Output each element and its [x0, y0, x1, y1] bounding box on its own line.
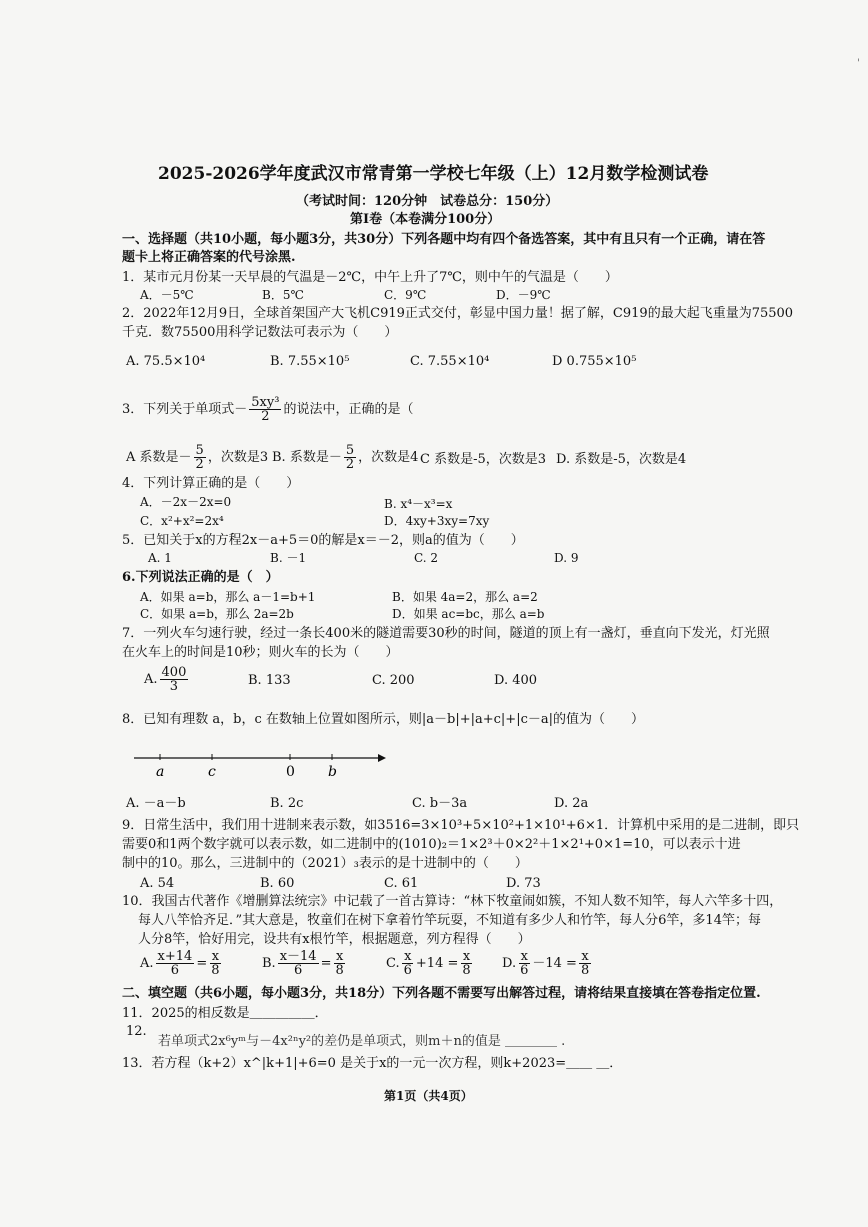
q7-option-c: C. 200: [372, 673, 415, 688]
q6-option-a: A．如果 a=b，那么 a－1=b+1: [140, 590, 316, 604]
q7-stem-line1: 7．一列火车匀速行驶，经过一条长400米的隧道需要30秒的时间，隧道的顶上有一盏灯，垂直向下发光，灯光照: [122, 626, 770, 641]
number-line: [130, 746, 390, 786]
q7-option-d: D. 400: [494, 673, 538, 688]
q8-stem: 8．已知有理数 a，b，c 在数轴上位置如图所示，则|a－b|+|a+c|+|c－a|的值为（ ）: [122, 712, 644, 727]
q7-option-a: A. $\frac{400}{3}$: [144, 665, 187, 694]
q8-option-a: A. －a－b: [126, 796, 186, 811]
q4-option-c: C．x²+x²=2x⁴: [140, 514, 224, 528]
q9-option-b: B. 60: [260, 876, 295, 891]
q10-stem-line2: 每人八竿恰齐足．”其大意是，牧童们在树下拿着竹竿玩耍，不知道有多少人和竹竿，每人分6竿，多14竿；每: [138, 913, 761, 928]
q1-stem: 1．某市元月份某一天早晨的气温是－2℃，中午上升了7℃，则中午的气温是（ ）: [122, 270, 618, 285]
q2-option-b: B. 7.55×10⁵: [270, 354, 350, 369]
exam-title: 2025-2026学年度武汉市常青第一学校七年级（上）12月数学检测试卷: [158, 164, 709, 184]
q4-option-a: A．－2x－2x=0: [140, 495, 232, 509]
q8-option-c: C. b－3a: [412, 796, 468, 811]
q3-option-a: A 系数是－ $\frac{5}{2}$ ，次数是3: [126, 443, 269, 472]
q10-option-a: A. $\frac{x+14}{6}$ = $\frac{x}{8}$: [140, 949, 220, 978]
q9-stem-line1: 9．日常生活中，我们用十进制来表示数，如3516=3×10³+5×10²+1×10¹+6×1．计算机中采用的是二进制，即只: [122, 818, 800, 833]
q2-stem-line2: 千克．数75500用科学记数法可表示为（ ）: [122, 325, 398, 340]
q3-option-b: B. 系数是－ $\frac{5}{2}$ ，次数是4: [272, 443, 419, 472]
q2-option-d: D 0.755×10⁵: [552, 354, 637, 369]
q5-option-a: A. 1: [148, 551, 172, 565]
section1-heading-line1: 一、选择题（共10小题，每小题3分，共30分）下列各题中均有四个备选答案，其中有且只有一个正确，请在答: [122, 232, 766, 247]
q3-stem-pre: 3．下列关于单项式－: [122, 402, 248, 417]
q10-option-d: D. $\frac{x}{6}$ －14 = $\frac{x}{8}$: [502, 949, 590, 978]
q10-option-b: B. $\frac{x-14}{6}$ = $\frac{x}{8}$: [262, 949, 344, 978]
axis-label-c: c: [208, 764, 216, 780]
q3-option-d: D. 系数是-5，次数是4: [556, 452, 687, 467]
q6-option-c: C．如果 a=b，那么 2a=2b: [140, 607, 294, 621]
volume-heading: 第Ⅰ卷（本卷满分100分）: [350, 212, 501, 227]
axis-arrow-icon: [378, 754, 386, 762]
q1-option-b: B．5℃: [262, 288, 304, 302]
q2-option-c: C. 7.55×10⁴: [410, 354, 490, 369]
q3-stem-post: 的说法中，正确的是（: [283, 402, 414, 417]
q13-stem: 13．若方程（k+2）x^|k+1|+6=0 是关于x的一元一次方程，则k+2023=＿＿ ＿．: [122, 1056, 623, 1071]
q6-option-d: D．如果 ac=bc，那么 a=b: [392, 607, 545, 621]
q10-option-c: C. $\frac{x}{6}$ +14 = $\frac{x}{8}$: [386, 949, 471, 978]
q1-option-c: C．9℃: [384, 288, 427, 302]
axis-label-b: b: [328, 764, 337, 780]
scan-mark: ': [857, 58, 860, 69]
q5-option-b: B. －1: [270, 551, 307, 565]
q7-option-b: B. 133: [248, 673, 291, 688]
q6-stem: 6.下列说法正确的是（ ）: [122, 570, 279, 585]
exam-info: （考试时间：120分钟 试卷总分：150分）: [296, 194, 559, 209]
axis-label-0: 0: [286, 764, 295, 780]
q9-stem-line2: 需要0和1两个数字就可以表示数，如二进制中的(1010)₂＝1×2³＋0×2²＋1×2¹+0×1=10，可以表示十进: [122, 837, 741, 852]
page-footer: 第1页（共4页）: [384, 1089, 473, 1103]
q1-option-a: A．－5℃: [140, 288, 194, 302]
section2-heading: 二、填空题（共6小题，每小题3分，共18分）下列各题不需要写出解答过程，请将结果直接填在答卷指定位置.: [122, 986, 761, 1001]
q7-stem-line2: 在火车上的时间是10秒；则火车的长为（ ）: [122, 645, 399, 660]
q8-option-b: B. 2c: [270, 796, 304, 811]
q9-option-d: D. 73: [506, 876, 541, 891]
q1-option-d: D．－9℃: [496, 288, 551, 302]
q9-option-c: C. 61: [384, 876, 419, 891]
q8-option-d: D. 2a: [554, 796, 589, 811]
q5-option-c: C. 2: [414, 551, 439, 565]
q9-stem-line3: 制中的10。那么，三进制中的（2021）₃表示的是十进制中的（ ）: [122, 856, 528, 871]
q12-stem: 若单项式2x⁶yᵐ与－4x²ⁿy²的差仍是单项式，则m＋n的值是 ＿＿＿＿ .: [158, 1034, 566, 1049]
q5-option-d: D. 9: [554, 551, 579, 565]
q10-stem-line1: 10．我国古代著作《增删算法统宗》中记载了一首古算诗：“林下牧童闹如簇，不知人数不知竿，每人六竿多十四，: [122, 894, 783, 909]
q3-option-c: C 系数是-5，次数是3: [420, 452, 547, 467]
q5-stem: 5．已知关于x的方程2x－a+5＝0的解是x＝－2，则a的值为（ ）: [122, 533, 524, 548]
q4-stem: 4．下列计算正确的是（ ）: [122, 476, 300, 491]
q11-stem: 11．2025的相反数是＿＿＿＿＿．: [122, 1006, 328, 1021]
axis-label-a: a: [156, 764, 165, 780]
q2-option-a: A. 75.5×10⁴: [126, 354, 206, 369]
q3-monomial-fraction: $\frac{\text{5xy³}}{2}$: [251, 395, 280, 424]
q2-stem-line1: 2．2022年12月9日，全球首架国产大飞机C919正式交付，彰显中国力量！据了解，C919的最大起飞重量为75500: [122, 306, 794, 321]
q10-stem-line3: 人分8竿，恰好用完，设共有x根竹竿，根据题意，列方程得（ ）: [138, 932, 531, 947]
q9-option-a: A. 54: [140, 876, 175, 891]
section1-heading-line2: 题卡上将正确答案的代号涂黑.: [122, 250, 296, 265]
q4-option-b: B. x⁴－x³=x: [384, 497, 453, 511]
q3-stem: [122, 394, 413, 428]
q12-number: 12.: [126, 1024, 147, 1039]
q4-option-d: D．4xy+3xy=7xy: [384, 514, 490, 528]
q6-option-b: B．如果 4a=2，那么 a=2: [392, 590, 538, 604]
